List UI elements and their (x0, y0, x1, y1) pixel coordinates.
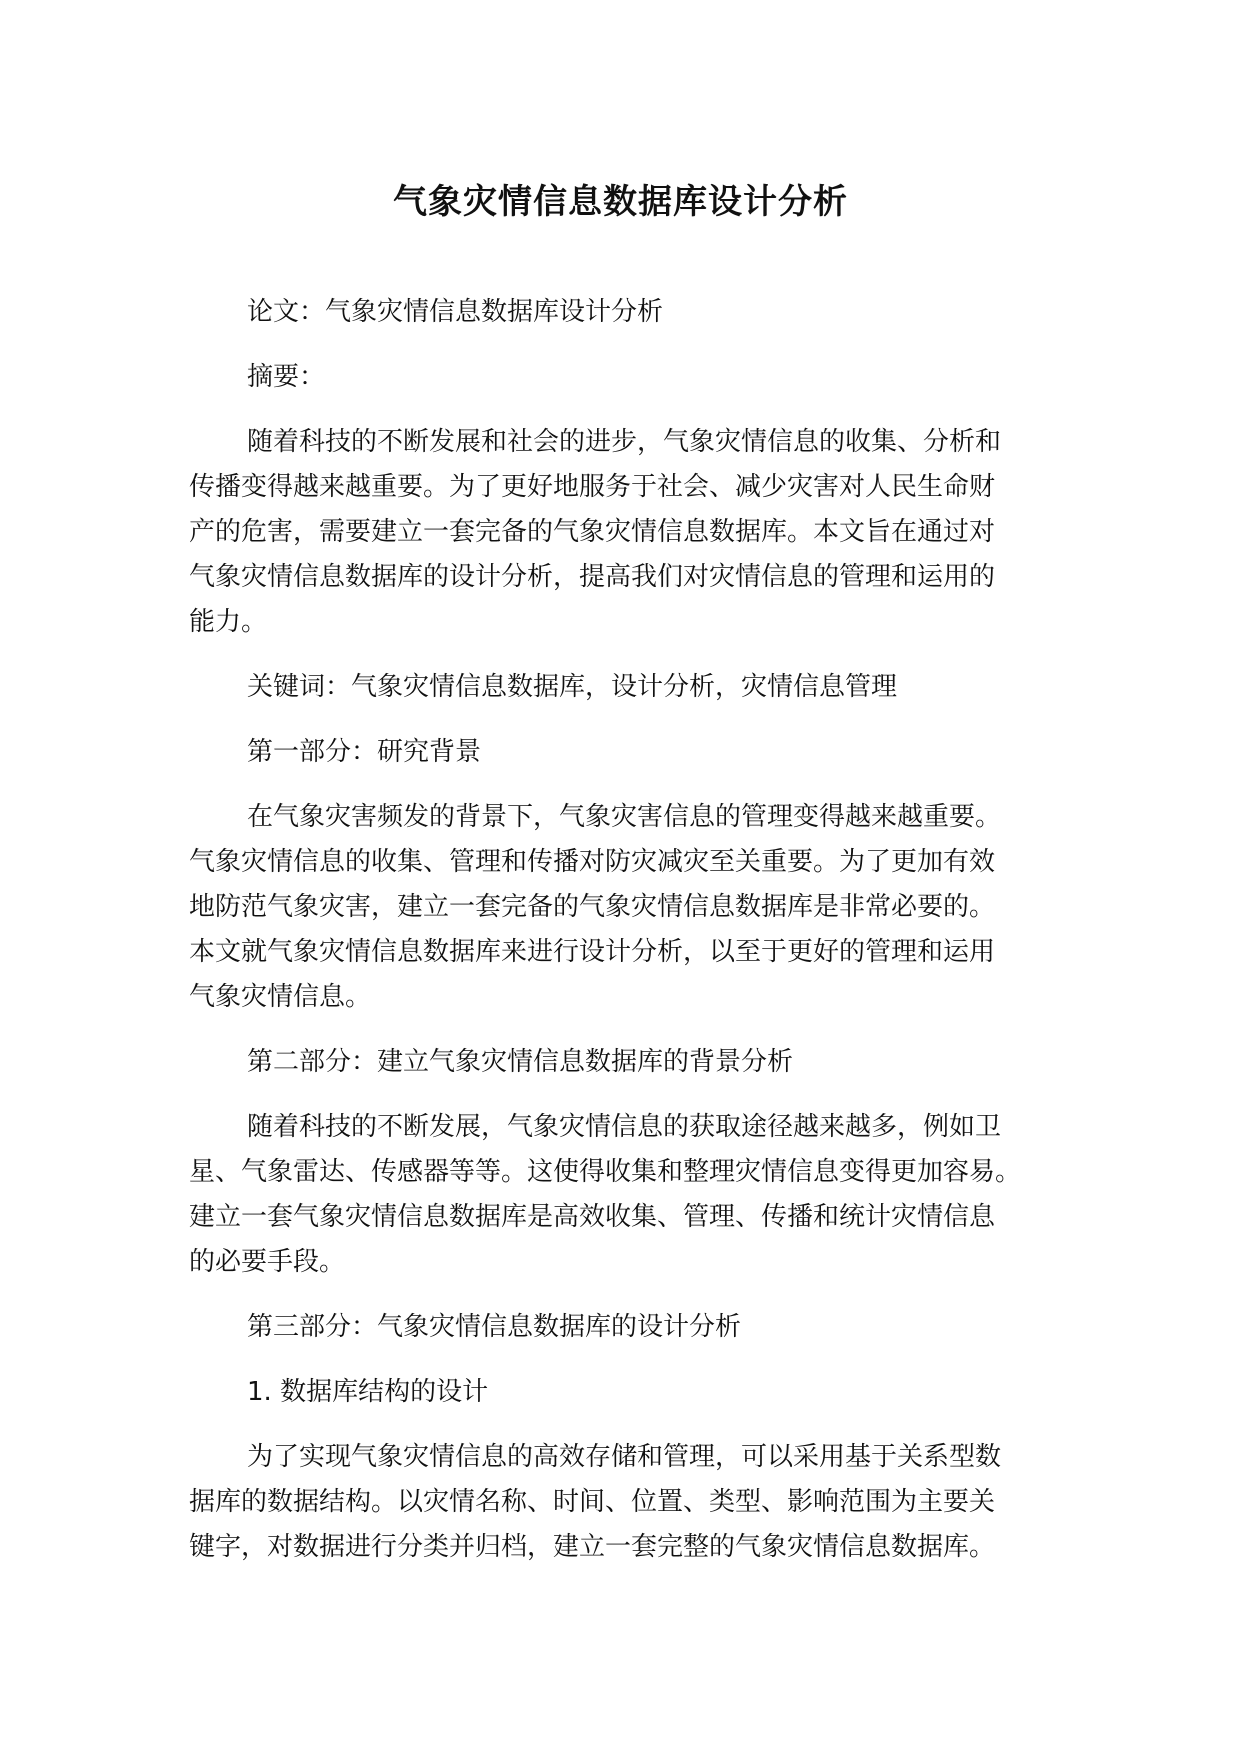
section-heading: 第一部分：研究背景 (247, 737, 482, 767)
paper-title-line: 论文：气象灾情信息数据库设计分析 (247, 297, 664, 327)
paragraph-line: 地防范气象灾害，建立一套完备的气象灾情信息数据库是非常必要的。 (189, 892, 996, 922)
keywords-line: 关键词：气象灾情信息数据库，设计分析，灾情信息管理 (247, 672, 898, 702)
document-title: 气象灾情信息数据库设计分析 (393, 182, 848, 222)
paragraph-line: 本文就气象灾情信息数据库来进行设计分析，以至于更好的管理和运用 (189, 937, 996, 967)
abstract-line: 传播变得越来越重要。为了更好地服务于社会、减少灾害对人民生命财 (189, 472, 996, 502)
paragraph-line: 键字，对数据进行分类并归档，建立一套完整的气象灾情信息数据库。 (189, 1532, 996, 1562)
paragraph-line: 气象灾情信息的收集、管理和传播对防灾减灾至关重要。为了更加有效 (189, 847, 996, 877)
abstract-line: 产的危害，需要建立一套完备的气象灾情信息数据库。本文旨在通过对 (189, 517, 996, 547)
paragraph-line: 气象灾情信息。 (189, 982, 372, 1012)
abstract-line: 随着科技的不断发展和社会的进步，气象灾情信息的收集、分析和 (247, 427, 1002, 457)
abstract-line: 气象灾情信息数据库的设计分析，提高我们对灾情信息的管理和运用的 (189, 562, 996, 592)
paragraph-line: 为了实现气象灾情信息的高效存储和管理，可以采用基于关系型数 (247, 1442, 1002, 1472)
document-body (189, 290, 1049, 1570)
paragraph-line: 星、气象雷达、传感器等等。这使得收集和整理灾情信息变得更加容易。 (189, 1157, 1022, 1187)
paragraph-line: 据库的数据结构。以灾情名称、时间、位置、类型、影响范围为主要关 (189, 1487, 996, 1517)
paragraph-line: 在气象灾害频发的背景下，气象灾害信息的管理变得越来越重要。 (247, 802, 1002, 832)
paragraph-line: 的必要手段。 (189, 1247, 346, 1277)
section-heading: 第二部分：建立气象灾情信息数据库的背景分析 (247, 1047, 794, 1077)
paragraph-line: 建立一套气象灾情信息数据库是高效收集、管理、传播和统计灾情信息 (189, 1202, 996, 1232)
abstract-line: 能力。 (189, 607, 268, 637)
paragraph-line: 随着科技的不断发展，气象灾情信息的获取途径越来越多，例如卫 (247, 1112, 1002, 1142)
abstract-heading: 摘要： (247, 362, 326, 392)
subsection-heading: 1. 数据库结构的设计 (247, 1377, 489, 1407)
section-heading: 第三部分：气象灾情信息数据库的设计分析 (247, 1312, 742, 1342)
